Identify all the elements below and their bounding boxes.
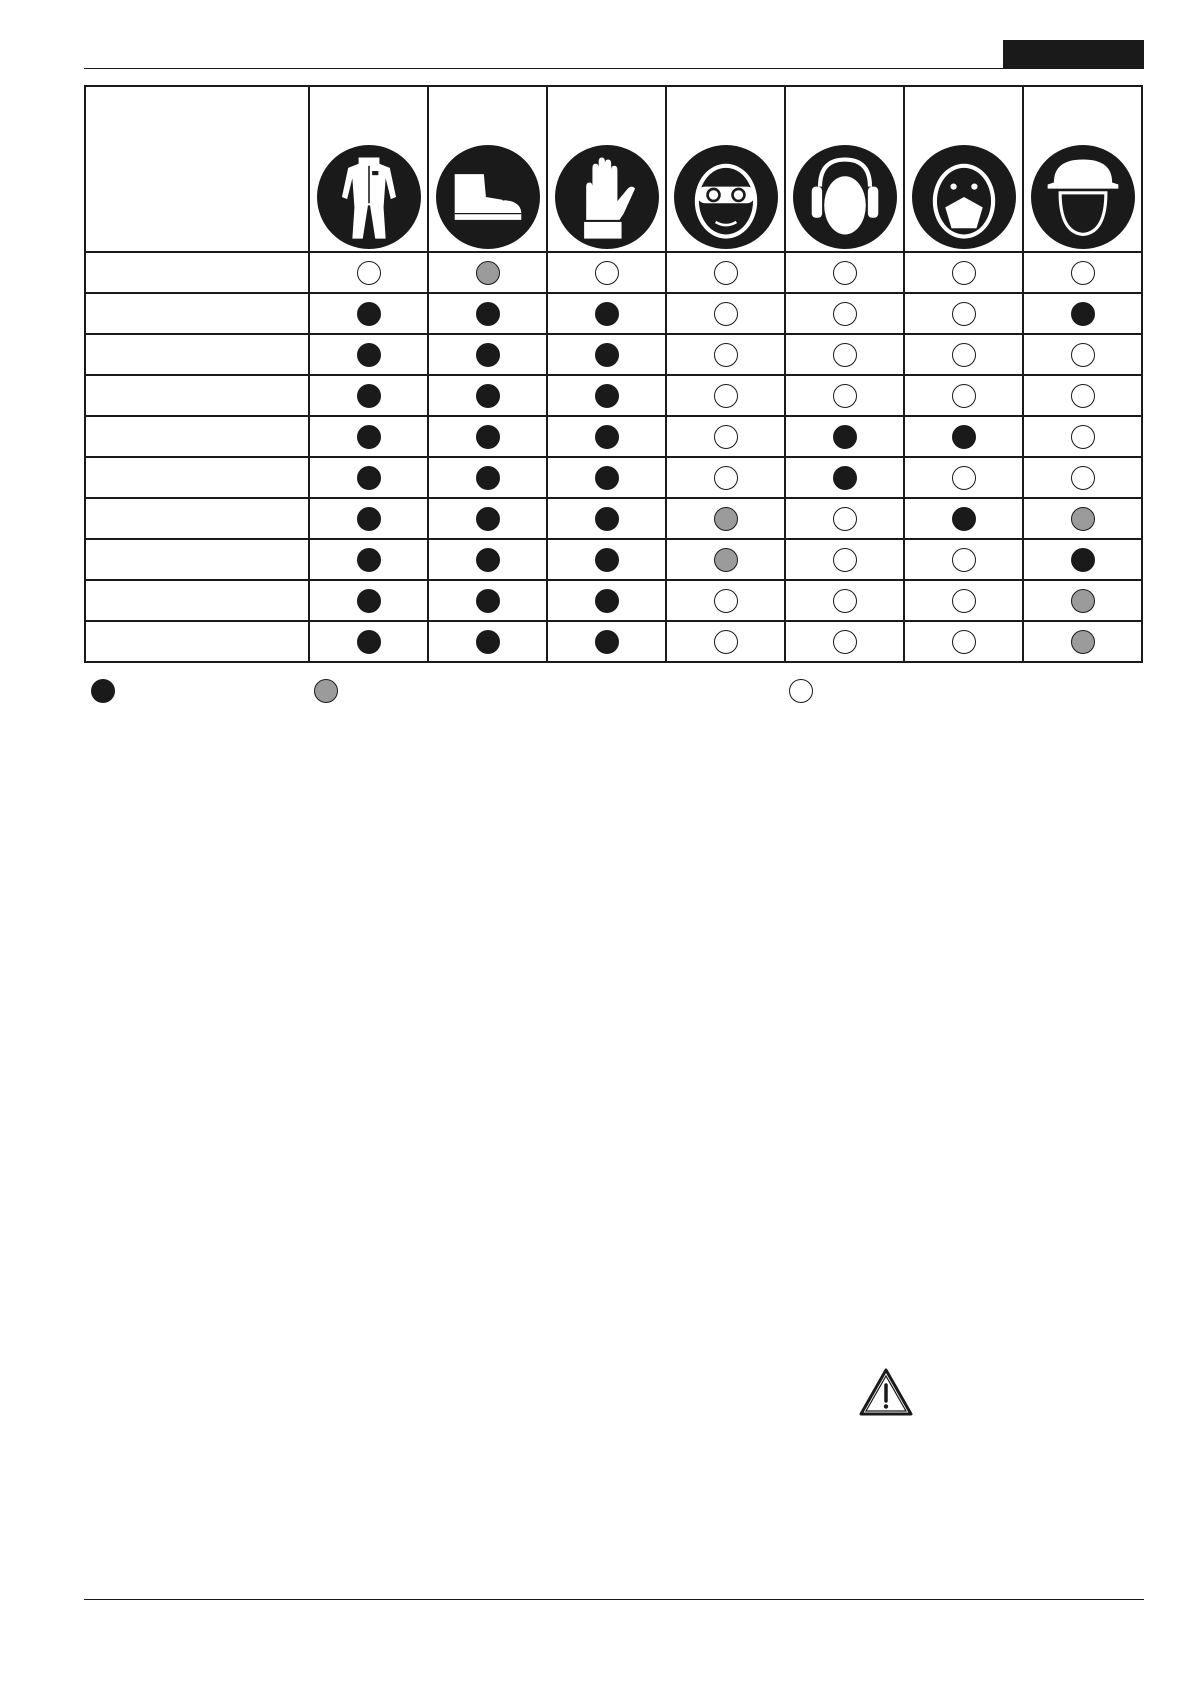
table-header-row: [85, 86, 1142, 252]
ppe-required-dot: [476, 425, 500, 449]
ppe-cell-goggles: [666, 252, 785, 293]
ppe-none-dot: [952, 261, 976, 285]
safety-helmet-icon: [1031, 145, 1135, 249]
ppe-required-dot: [595, 589, 619, 613]
ppe-cell-coverall: [309, 252, 428, 293]
ppe-cell-mask: [904, 621, 1023, 662]
equipment-header-ear: [785, 86, 904, 252]
ppe-cell-ear: [785, 457, 904, 498]
ppe-required-dot: [357, 630, 381, 654]
ppe-none-dot: [714, 425, 738, 449]
ppe-table: [84, 85, 1143, 663]
ppe-none-dot: [714, 466, 738, 490]
ppe-cell-ear: [785, 621, 904, 662]
ppe-none-dot: [714, 630, 738, 654]
ppe-required-dot: [476, 548, 500, 572]
table-row: [85, 252, 1142, 293]
ppe-cell-helmet: [1023, 293, 1142, 334]
ppe-required-dot: [595, 302, 619, 326]
ppe-recommended-dot: [1071, 589, 1095, 613]
ppe-cell-ear: [785, 293, 904, 334]
ppe-cell-coverall: [309, 580, 428, 621]
ppe-cell-boots: [428, 621, 547, 662]
ppe-cell-goggles: [666, 580, 785, 621]
equipment-header-gloves: [547, 86, 666, 252]
ppe-cell-helmet: [1023, 580, 1142, 621]
ppe-cell-ear: [785, 498, 904, 539]
ppe-required-dot: [595, 507, 619, 531]
ppe-cell-mask: [904, 539, 1023, 580]
ppe-cell-ear: [785, 580, 904, 621]
table-row: [85, 457, 1142, 498]
ppe-none-dot: [833, 343, 857, 367]
ppe-cell-gloves: [547, 580, 666, 621]
ppe-required-dot: [357, 425, 381, 449]
ppe-cell-goggles: [666, 334, 785, 375]
dust-mask-icon: [912, 145, 1016, 249]
ppe-cell-ear: [785, 416, 904, 457]
ppe-cell-goggles: [666, 457, 785, 498]
table-row: [85, 621, 1142, 662]
ppe-required-dot: [595, 425, 619, 449]
ppe-none-dot: [714, 261, 738, 285]
ppe-required-dot: [476, 589, 500, 613]
ppe-none-dot: [1071, 425, 1095, 449]
ppe-none-dot: [714, 384, 738, 408]
equipment-header-coverall: [309, 86, 428, 252]
ppe-cell-helmet: [1023, 539, 1142, 580]
ppe-required-dot: [1071, 302, 1095, 326]
ppe-recommended-dot: [714, 507, 738, 531]
table-row: [85, 416, 1142, 457]
table-row: [85, 498, 1142, 539]
ppe-cell-coverall: [309, 498, 428, 539]
ppe-cell-boots: [428, 580, 547, 621]
ppe-cell-goggles: [666, 416, 785, 457]
legend-recommended-dot: [314, 679, 338, 703]
ppe-cell-boots: [428, 457, 547, 498]
ppe-cell-goggles: [666, 293, 785, 334]
ppe-cell-gloves: [547, 498, 666, 539]
ppe-cell-gloves: [547, 457, 666, 498]
activity-label-cell: [85, 293, 309, 334]
ppe-cell-coverall: [309, 621, 428, 662]
ppe-none-dot: [833, 548, 857, 572]
ppe-none-dot: [357, 261, 381, 285]
ear-protection-icon: [793, 145, 897, 249]
activity-label-cell: [85, 457, 309, 498]
ppe-cell-coverall: [309, 293, 428, 334]
ppe-cell-gloves: [547, 375, 666, 416]
equipment-header-helmet: [1023, 86, 1142, 252]
ppe-required-dot: [476, 302, 500, 326]
ppe-recommended-dot: [714, 548, 738, 572]
ppe-cell-boots: [428, 375, 547, 416]
ppe-none-dot: [833, 630, 857, 654]
ppe-cell-ear: [785, 375, 904, 416]
ppe-required-dot: [595, 466, 619, 490]
ppe-required-dot: [357, 548, 381, 572]
ppe-cell-gloves: [547, 539, 666, 580]
ppe-none-dot: [833, 589, 857, 613]
ppe-cell-mask: [904, 498, 1023, 539]
ppe-required-dot: [833, 466, 857, 490]
ppe-cell-coverall: [309, 334, 428, 375]
ppe-required-dot: [595, 630, 619, 654]
ppe-none-dot: [952, 630, 976, 654]
warning-triangle-icon: [858, 1367, 914, 1417]
ppe-cell-ear: [785, 252, 904, 293]
section-tab: [1003, 40, 1144, 68]
activity-label-cell: [85, 252, 309, 293]
ppe-cell-mask: [904, 334, 1023, 375]
ppe-cell-helmet: [1023, 334, 1142, 375]
ppe-cell-ear: [785, 334, 904, 375]
ppe-cell-goggles: [666, 498, 785, 539]
safety-boots-icon: [436, 145, 540, 249]
ppe-cell-boots: [428, 539, 547, 580]
ppe-cell-mask: [904, 416, 1023, 457]
ppe-required-dot: [595, 384, 619, 408]
ppe-none-dot: [952, 302, 976, 326]
ppe-none-dot: [1071, 261, 1095, 285]
protective-gloves-icon: [555, 145, 659, 249]
footer-rule: [84, 1599, 1144, 1600]
ppe-none-dot: [595, 261, 619, 285]
ppe-cell-ear: [785, 539, 904, 580]
ppe-cell-helmet: [1023, 621, 1142, 662]
header-rule: [84, 68, 1144, 69]
ppe-none-dot: [833, 384, 857, 408]
ppe-cell-gloves: [547, 416, 666, 457]
ppe-none-dot: [833, 261, 857, 285]
legend-not-required-dot: [789, 679, 813, 703]
ppe-cell-boots: [428, 498, 547, 539]
activity-label-cell: [85, 416, 309, 457]
ppe-none-dot: [714, 589, 738, 613]
safety-goggles-icon: [674, 145, 778, 249]
ppe-cell-helmet: [1023, 375, 1142, 416]
ppe-cell-helmet: [1023, 498, 1142, 539]
ppe-cell-goggles: [666, 539, 785, 580]
ppe-cell-goggles: [666, 375, 785, 416]
ppe-required-dot: [476, 630, 500, 654]
ppe-required-dot: [357, 507, 381, 531]
ppe-none-dot: [952, 343, 976, 367]
equipment-header-boots: [428, 86, 547, 252]
ppe-cell-boots: [428, 252, 547, 293]
ppe-none-dot: [952, 548, 976, 572]
activity-label-cell: [85, 375, 309, 416]
ppe-cell-helmet: [1023, 252, 1142, 293]
protective-coverall-icon: [317, 145, 421, 249]
header-corner-cell: [85, 86, 309, 252]
ppe-required-dot: [357, 384, 381, 408]
table-row: [85, 293, 1142, 334]
ppe-cell-gloves: [547, 293, 666, 334]
equipment-header-mask: [904, 86, 1023, 252]
activity-label-cell: [85, 539, 309, 580]
ppe-required-dot: [833, 425, 857, 449]
ppe-none-dot: [1071, 466, 1095, 490]
ppe-none-dot: [714, 343, 738, 367]
ppe-cell-gloves: [547, 252, 666, 293]
ppe-required-dot: [357, 466, 381, 490]
ppe-required-dot: [476, 343, 500, 367]
ppe-required-dot: [357, 343, 381, 367]
activity-label-cell: [85, 621, 309, 662]
ppe-none-dot: [1071, 343, 1095, 367]
ppe-cell-coverall: [309, 539, 428, 580]
ppe-cell-gloves: [547, 334, 666, 375]
activity-label-cell: [85, 334, 309, 375]
ppe-recommended-dot: [476, 261, 500, 285]
ppe-cell-helmet: [1023, 457, 1142, 498]
table-row: [85, 334, 1142, 375]
ppe-none-dot: [714, 302, 738, 326]
table-row: [85, 539, 1142, 580]
ppe-cell-helmet: [1023, 416, 1142, 457]
ppe-required-dot: [952, 507, 976, 531]
ppe-cell-coverall: [309, 416, 428, 457]
ppe-required-dot: [1071, 548, 1095, 572]
ppe-cell-mask: [904, 293, 1023, 334]
ppe-cell-boots: [428, 293, 547, 334]
activity-label-cell: [85, 580, 309, 621]
table-row: [85, 375, 1142, 416]
ppe-none-dot: [952, 466, 976, 490]
ppe-recommended-dot: [1071, 630, 1095, 654]
ppe-cell-mask: [904, 580, 1023, 621]
ppe-cell-coverall: [309, 375, 428, 416]
equipment-header-goggles: [666, 86, 785, 252]
legend-required-dot: [91, 679, 115, 703]
ppe-none-dot: [952, 384, 976, 408]
ppe-cell-mask: [904, 375, 1023, 416]
ppe-required-dot: [357, 589, 381, 613]
ppe-cell-coverall: [309, 457, 428, 498]
ppe-required-dot: [357, 302, 381, 326]
ppe-cell-boots: [428, 416, 547, 457]
ppe-none-dot: [833, 507, 857, 531]
ppe-none-dot: [833, 302, 857, 326]
ppe-cell-mask: [904, 457, 1023, 498]
ppe-required-dot: [476, 384, 500, 408]
ppe-required-dot: [476, 507, 500, 531]
ppe-cell-goggles: [666, 621, 785, 662]
ppe-cell-mask: [904, 252, 1023, 293]
ppe-required-dot: [476, 466, 500, 490]
ppe-cell-boots: [428, 334, 547, 375]
ppe-none-dot: [1071, 384, 1095, 408]
ppe-required-dot: [595, 343, 619, 367]
ppe-required-dot: [595, 548, 619, 572]
ppe-cell-gloves: [547, 621, 666, 662]
ppe-none-dot: [952, 589, 976, 613]
activity-label-cell: [85, 498, 309, 539]
table-row: [85, 580, 1142, 621]
ppe-required-dot: [952, 425, 976, 449]
ppe-recommended-dot: [1071, 507, 1095, 531]
